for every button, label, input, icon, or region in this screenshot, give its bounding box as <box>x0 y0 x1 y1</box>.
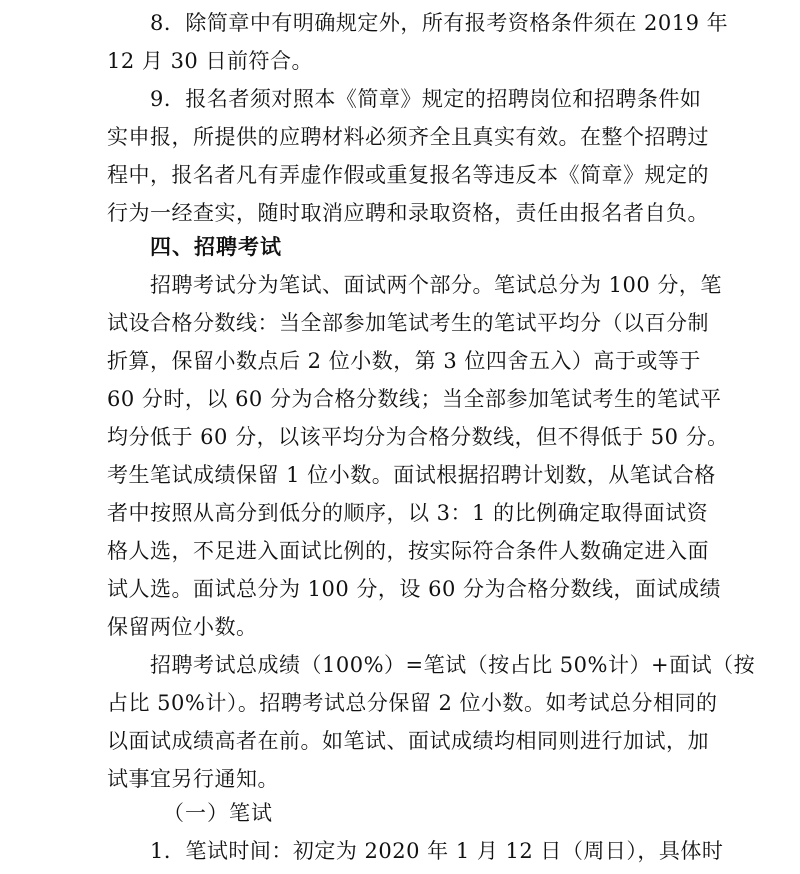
item-9-line-2: 实申报，所提供的应聘材料必须齐全且真实有效。在整个招聘过 <box>107 125 709 149</box>
item-9-line-4: 行为一经查实，随时取消应聘和录取资格，责任由报名者自负。 <box>107 201 709 225</box>
item-8-line-2: 12 月 30 日前符合。 <box>107 49 313 73</box>
section-4-para-1-line-3: 折算，保留小数点后 2 位小数，第 3 位四舍五入）高于或等于 <box>107 349 701 373</box>
section-4-para-1-line-8: 格人选，不足进入面试比例的，按实际符合条件人数确定进入面 <box>107 539 709 563</box>
section-4-para-1-line-2: 试设合格分数线：当全部参加笔试考生的笔试平均分（以百分制 <box>107 311 709 335</box>
subsection-1-heading: （一）笔试 <box>163 801 273 825</box>
section-4-para-2-line-2: 占比 50%计）。招聘考试总分保留 2 位小数。如考试总分相同的 <box>107 691 718 715</box>
section-4-para-2-line-1: 招聘考试总成绩（100%）=笔试（按占比 50%计）+面试（按 <box>150 653 756 677</box>
section-4-para-2-line-3: 以面试成绩高者在前。如笔试、面试成绩均相同则进行加试，加 <box>107 729 709 753</box>
section-4-para-1-line-4: 60 分时，以 60 分为合格分数线；当全部参加笔试考生的笔试平 <box>107 387 722 411</box>
section-4-para-1-line-1: 招聘考试分为笔试、面试两个部分。笔试总分为 100 分，笔 <box>150 273 722 297</box>
section-4-para-1-line-6: 考生笔试成绩保留 1 位小数。面试根据招聘计划数，从笔试合格 <box>107 463 716 487</box>
section-4-heading: 四、招聘考试 <box>150 235 282 259</box>
section-4-para-1-line-9: 试人选。面试总分为 100 分，设 60 分为合格分数线，面试成绩 <box>107 577 722 601</box>
item-9-line-3: 程中，报名者凡有弄虚作假或重复报名等违反本《简章》规定的 <box>107 163 709 187</box>
section-4-para-1-line-5: 均分低于 60 分，以该平均分为合格分数线，但不得低于 50 分。 <box>107 425 729 449</box>
item-1-line-1: 1．笔试时间：初定为 2020 年 1 月 12 日（周日），具体时 <box>150 839 724 863</box>
section-4-para-2-line-4: 试事宜另行通知。 <box>107 767 279 791</box>
section-4-para-1-line-10: 保留两位小数。 <box>107 615 258 639</box>
item-8-line-1: 8．除简章中有明确规定外，所有报考资格条件须在 2019 年 <box>150 11 729 35</box>
item-9-line-1: 9．报名者须对照本《简章》规定的招聘岗位和招聘条件如 <box>150 87 702 111</box>
section-4-para-1-line-7: 者中按照从高分到低分的顺序，以 3：1 的比例确定取得面试资 <box>107 501 709 525</box>
